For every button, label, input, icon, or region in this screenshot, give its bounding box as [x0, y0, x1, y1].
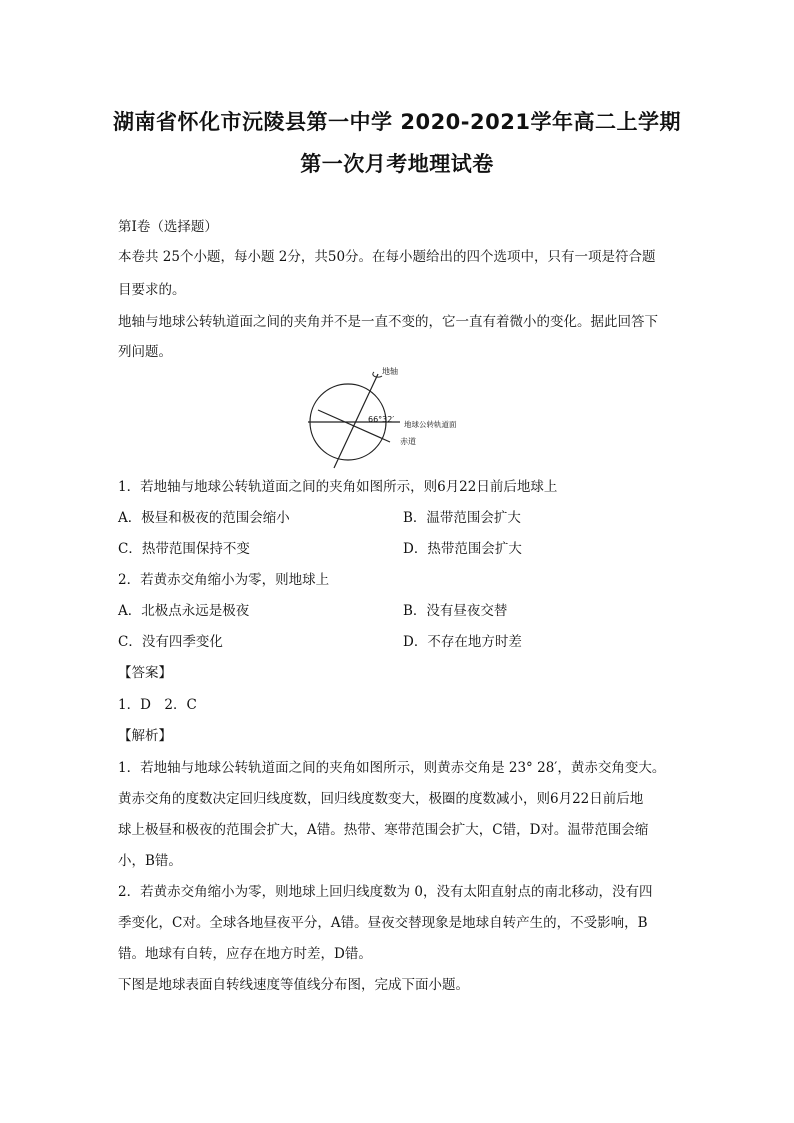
orbit-label: 地球公转轨道面: [404, 420, 457, 429]
question-2-option-d: D．不存在地方时差: [403, 634, 522, 650]
answer-text: 1．D 2．C: [118, 697, 197, 713]
exam-subtitle: 第一次月考地理试卷: [300, 152, 494, 176]
question-2-stem: 2．若黄赤交角缩小为零，则地球上: [118, 572, 330, 588]
instructions-line-1: 本卷共 25个小题，每小题 2分，共50分。在每小题给出的四个选项中，只有一项是符合题: [118, 249, 656, 265]
question-2-option-b: B．没有昼夜交替: [403, 603, 508, 619]
analysis-line: 黄赤交角的度数决定回归线度数，回归线度数变大，极圈的度数减小，则6月22日前后地: [118, 791, 644, 807]
exam-title: 湖南省怀化市沅陵县第一中学 2020-2021学年高二上学期: [113, 110, 681, 134]
passage-line-2: 列问题。: [118, 344, 172, 360]
equator-label: 赤道: [400, 437, 416, 446]
angle-label: 66°32′: [368, 415, 395, 424]
passage-line-1: 地轴与地球公转轨道面之间的夹角并不是一直不变的，它一直有着微小的变化。据此回答下: [118, 314, 658, 330]
question-2-option-c: C．没有四季变化: [118, 634, 223, 650]
question-1-stem: 1．若地轴与地球公转轨道面之间的夹角如图所示，则6月22日前后地球上: [118, 479, 558, 495]
analysis-line: 季变化，C对。全球各地昼夜平分，A错。昼夜交替现象是地球自转产生的，不受影响，B: [118, 915, 648, 931]
analysis-line: 错。地球有自转，应存在地方时差，D错。: [118, 946, 372, 962]
earth-axis-diagram: [300, 360, 490, 472]
instructions-line-2: 目要求的。: [118, 282, 186, 298]
analysis-line: 球上极昼和极夜的范围会扩大，A错。热带、寒带范围会扩大，C错，D对。温带范围会缩: [118, 822, 649, 838]
answer-heading: 【答案】: [118, 665, 172, 681]
analysis-heading: 【解析】: [118, 728, 172, 744]
axis-label: 地轴: [382, 367, 398, 376]
next-question-prompt: 下图是地球表面自转线速度等值线分布图，完成下面小题。: [118, 977, 469, 993]
analysis-line: 1．若地轴与地球公转轨道面之间的夹角如图所示，则黄赤交角是 23° 28′，黄赤交角变大。: [118, 760, 666, 776]
section-label: 第Ⅰ卷（选择题）: [118, 219, 218, 235]
analysis-line: 小，B错。: [118, 853, 182, 869]
question-2-option-a: A．北极点永远是极夜: [118, 603, 250, 619]
question-1-option-c: C．热带范围保持不变: [118, 541, 250, 557]
analysis-line: 2．若黄赤交角缩小为零，则地球上回归线度数为 0，没有太阳直射点的南北移动，没有四: [118, 884, 653, 900]
question-1-option-a: A．极昼和极夜的范围会缩小: [118, 510, 290, 526]
question-1-option-b: B．温带范围会扩大: [403, 510, 521, 526]
question-1-option-d: D．热带范围会扩大: [403, 541, 522, 557]
